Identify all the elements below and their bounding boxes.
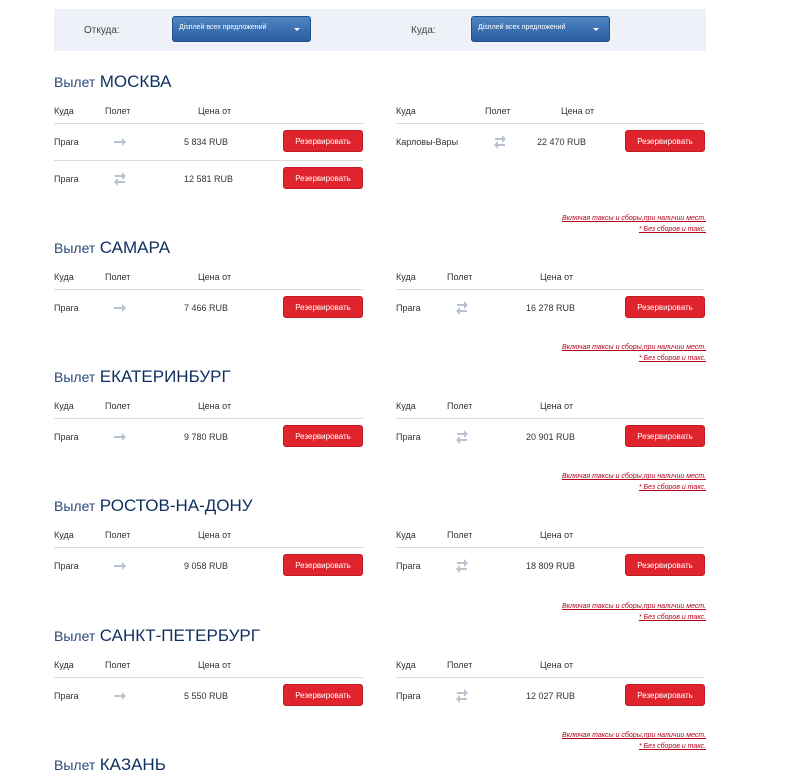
price: 20 901 RUB bbox=[526, 432, 576, 442]
table-header bbox=[54, 401, 363, 419]
right-column bbox=[396, 660, 705, 714]
col-price-header: Цена от bbox=[198, 401, 232, 411]
col-flight-header: Полет bbox=[105, 272, 131, 282]
book-button[interactable]: Резервировать bbox=[283, 684, 363, 706]
note-line-2: * Без сборов и такс. bbox=[638, 614, 706, 621]
table-row bbox=[54, 548, 363, 584]
table-row bbox=[54, 678, 363, 714]
col-price-header: Цена от bbox=[540, 660, 574, 670]
col-flight-header: Полет bbox=[105, 106, 131, 116]
table-header bbox=[396, 660, 705, 678]
to-label: Куда: bbox=[411, 25, 436, 36]
left-column bbox=[54, 272, 363, 326]
col-flight-header: Полет bbox=[447, 530, 473, 540]
return-arrows-icon bbox=[492, 132, 508, 152]
col-flight-header: Полет bbox=[447, 272, 473, 282]
col-dest-header: Куда bbox=[396, 106, 416, 116]
col-flight-header: Полет bbox=[447, 401, 473, 411]
col-dest-header: Куда bbox=[396, 660, 416, 670]
arrow-right-icon bbox=[112, 427, 128, 447]
book-button[interactable]: Резервировать bbox=[625, 684, 705, 706]
table-header bbox=[396, 272, 705, 290]
price-note bbox=[54, 342, 706, 364]
col-price-header: Цена от bbox=[198, 272, 232, 282]
arrow-right-icon bbox=[112, 556, 128, 576]
destination: Прага bbox=[396, 303, 421, 313]
departure-prefix: Вылет bbox=[54, 498, 96, 514]
right-column bbox=[396, 106, 705, 160]
departure-city: САНКТ-ПЕТЕРБУРГ bbox=[99, 626, 260, 645]
arrow-right-icon bbox=[112, 686, 128, 706]
destination: Прага bbox=[54, 691, 79, 701]
note-line-2: * Без сборов и такс. bbox=[638, 484, 706, 491]
destination: Прага bbox=[54, 432, 79, 442]
col-flight-header: Полет bbox=[447, 660, 473, 670]
destination: Прага bbox=[396, 691, 421, 701]
col-dest-header: Куда bbox=[54, 106, 74, 116]
table-header bbox=[396, 530, 705, 548]
departure-prefix: Вылет bbox=[54, 757, 96, 773]
destination: Прага bbox=[54, 561, 79, 571]
return-arrows-icon bbox=[454, 686, 470, 706]
section-title bbox=[54, 367, 231, 387]
note-line-2: * Без сборов и такс. bbox=[638, 355, 706, 362]
price: 5 834 RUB bbox=[184, 137, 229, 147]
right-column bbox=[396, 530, 705, 584]
col-price-header: Цена от bbox=[198, 106, 232, 116]
section-title bbox=[54, 755, 166, 775]
destination: Прага bbox=[54, 303, 79, 313]
table-header bbox=[396, 106, 705, 124]
destination: Прага bbox=[54, 137, 79, 147]
col-price-header: Цена от bbox=[540, 272, 574, 282]
left-column bbox=[54, 530, 363, 584]
price: 9 058 RUB bbox=[184, 561, 229, 571]
section-title bbox=[54, 626, 260, 646]
departure-city: ЕКАТЕРИНБУРГ bbox=[99, 367, 231, 386]
table-header bbox=[54, 272, 363, 290]
from-select-value: Дisплей всех предложений bbox=[179, 24, 267, 31]
from-label: Откуда: bbox=[84, 25, 120, 36]
col-price-header: Цена от bbox=[198, 660, 232, 670]
chevron-down-icon bbox=[294, 28, 300, 31]
table-row bbox=[54, 124, 363, 161]
col-price-header: Цена от bbox=[561, 106, 595, 116]
col-dest-header: Куда bbox=[54, 530, 74, 540]
destination: Прага bbox=[396, 561, 421, 571]
price: 12 027 RUB bbox=[526, 691, 576, 701]
departure-city: САМАРА bbox=[99, 238, 171, 257]
table-header bbox=[54, 660, 363, 678]
col-dest-header: Куда bbox=[396, 401, 416, 411]
table-row bbox=[54, 290, 363, 326]
book-button[interactable]: Резервировать bbox=[283, 130, 363, 152]
note-line-1: Включая таксы и сборы,при наличии мест. bbox=[562, 732, 706, 739]
note-line-1: Включая таксы и сборы,при наличии мест. bbox=[562, 473, 706, 480]
book-button[interactable]: Резервировать bbox=[283, 296, 363, 318]
col-flight-header: Полет bbox=[485, 106, 511, 116]
table-header bbox=[396, 401, 705, 419]
table-row bbox=[54, 161, 363, 197]
price: 18 809 RUB bbox=[526, 561, 576, 571]
note-line-1: Включая таксы и сборы,при наличии мест. bbox=[562, 215, 706, 222]
col-dest-header: Куда bbox=[54, 660, 74, 670]
left-column bbox=[54, 106, 363, 197]
destination: Прага bbox=[396, 432, 421, 442]
return-arrows-icon bbox=[454, 298, 470, 318]
note-line-2: * Без сборов и такс. bbox=[638, 226, 706, 233]
book-button[interactable]: Резервировать bbox=[625, 296, 705, 318]
price: 7 466 RUB bbox=[184, 303, 229, 313]
col-dest-header: Куда bbox=[54, 401, 74, 411]
col-flight-header: Полет bbox=[105, 660, 131, 670]
section-title bbox=[54, 496, 253, 516]
col-dest-header: Куда bbox=[54, 272, 74, 282]
book-button[interactable]: Резервировать bbox=[283, 167, 363, 189]
table-header bbox=[54, 530, 363, 548]
return-arrows-icon bbox=[454, 427, 470, 447]
table-row bbox=[396, 678, 705, 714]
table-header bbox=[54, 106, 363, 124]
price-note bbox=[54, 730, 706, 752]
price-note bbox=[54, 601, 706, 623]
destination: Прага bbox=[54, 174, 79, 184]
table-row bbox=[396, 124, 705, 160]
price: 12 581 RUB bbox=[184, 174, 234, 184]
to-select[interactable] bbox=[471, 16, 610, 42]
right-column bbox=[396, 272, 705, 326]
from-select[interactable] bbox=[172, 16, 311, 42]
price-note bbox=[54, 213, 706, 235]
to-select-value: Дisплей всех предложений bbox=[478, 24, 566, 31]
table-row bbox=[396, 419, 705, 455]
filter-bar bbox=[54, 9, 706, 51]
price: 9 780 RUB bbox=[184, 432, 229, 442]
departure-city: МОСКВА bbox=[99, 72, 172, 91]
table-row bbox=[396, 548, 705, 584]
right-column bbox=[396, 401, 705, 455]
note-line-2: * Без сборов и такс. bbox=[638, 743, 706, 750]
book-button[interactable]: Резервировать bbox=[625, 425, 705, 447]
note-line-1: Включая таксы и сборы,при наличии мест. bbox=[562, 603, 706, 610]
price: 22 470 RUB bbox=[537, 137, 587, 147]
col-dest-header: Куда bbox=[396, 272, 416, 282]
price: 5 550 RUB bbox=[184, 691, 229, 701]
col-price-header: Цена от bbox=[540, 401, 574, 411]
col-price-header: Цена от bbox=[540, 530, 574, 540]
departure-prefix: Вылет bbox=[54, 240, 96, 256]
price: 16 278 RUB bbox=[526, 303, 576, 313]
book-button[interactable]: Резервировать bbox=[283, 425, 363, 447]
col-price-header: Цена от bbox=[198, 530, 232, 540]
return-arrows-icon bbox=[112, 169, 128, 189]
departure-prefix: Вылет bbox=[54, 369, 96, 385]
chevron-down-icon bbox=[593, 28, 599, 31]
col-dest-header: Куда bbox=[396, 530, 416, 540]
book-button[interactable]: Резервировать bbox=[625, 130, 705, 152]
col-flight-header: Полет bbox=[105, 530, 131, 540]
arrow-right-icon bbox=[112, 298, 128, 318]
return-arrows-icon bbox=[454, 556, 470, 576]
price-note bbox=[54, 471, 706, 493]
table-row bbox=[396, 290, 705, 326]
departure-prefix: Вылет bbox=[54, 74, 96, 90]
departure-city: КАЗАНЬ bbox=[99, 755, 166, 774]
departure-prefix: Вылет bbox=[54, 628, 96, 644]
book-button[interactable]: Резервировать bbox=[625, 554, 705, 576]
note-line-1: Включая таксы и сборы,при наличии мест. bbox=[562, 344, 706, 351]
departure-city: РОСТОВ-НА-ДОНУ bbox=[99, 496, 253, 515]
section-title bbox=[54, 238, 170, 258]
left-column bbox=[54, 660, 363, 714]
arrow-right-icon bbox=[112, 132, 128, 152]
col-flight-header: Полет bbox=[105, 401, 131, 411]
section-title bbox=[54, 72, 171, 92]
destination: Карловы-Вары bbox=[396, 137, 459, 147]
left-column bbox=[54, 401, 363, 455]
book-button[interactable]: Резервировать bbox=[283, 554, 363, 576]
table-row bbox=[54, 419, 363, 455]
